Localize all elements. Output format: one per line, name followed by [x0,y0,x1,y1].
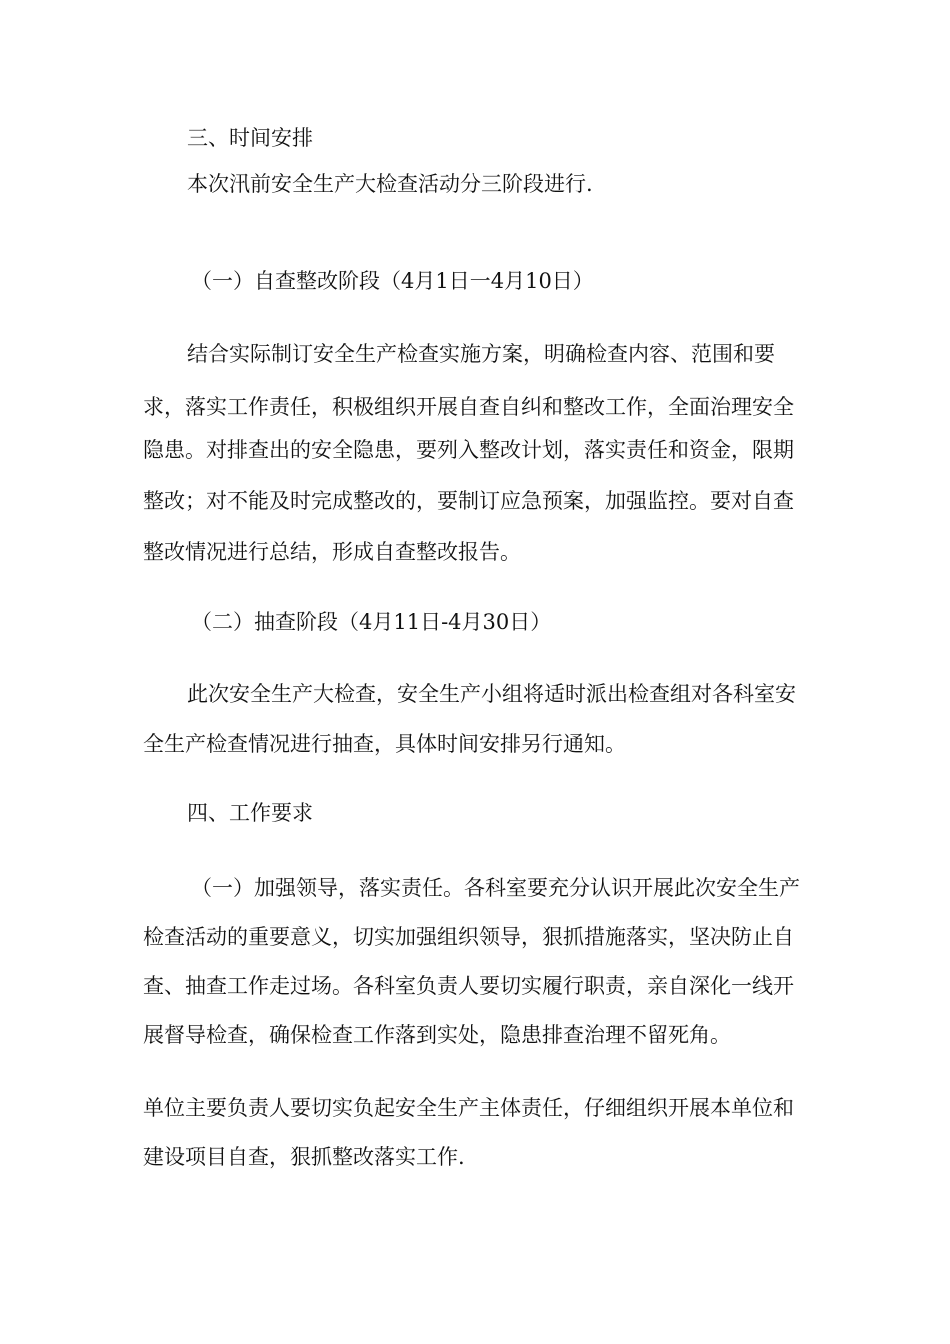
phase-1-line: 整改情况进行总结，形成自查整改报告。 [143,540,521,564]
section-heading-requirements: 四、工作要求 [187,801,313,825]
phase-2-title: （二）抽查阶段（4月11日-4月30日） [191,610,552,634]
phase-1-line: 整改；对不能及时完成整改的，要制订应急预案，加强监控。要对自查 [143,489,794,513]
phase-1-title: （一）自查整改阶段（4月1日一4月10日） [191,269,594,293]
closing-line: 单位主要负责人要切实负起安全生产主体责任，仔细组织开展本单位和 [143,1096,794,1120]
requirement-1-line: 展督导检查，确保检查工作落到实处，隐患排查治理不留死角。 [143,1023,731,1047]
phase-1-line: 求，落实工作责任，积极组织开展自查自纠和整改工作，全面治理安全 [143,395,794,419]
section-heading-schedule: 三、时间安排 [187,126,313,150]
phase-2-line: 此次安全生产大检查，安全生产小组将适时派出检查组对各科室安 [187,682,796,706]
requirement-1-line: （一）加强领导，落实责任。各科室要充分认识开展此次安全生产 [191,876,800,900]
closing-line: 建设项目自查，狠抓整改落实工作. [143,1145,465,1169]
phase-2-line: 全生产检查情况进行抽查，具体时间安排另行通知。 [143,732,626,756]
requirement-1-line: 查、抽查工作走过场。各科室负责人要切实履行职责，亲自深化一线开 [143,974,794,998]
schedule-intro: 本次汛前安全生产大检查活动分三阶段进行. [187,172,593,196]
phase-1-line: 隐患。对排查出的安全隐患，要列入整改计划，落实责任和资金，限期 [143,438,794,462]
requirement-1-line: 检查活动的重要意义，切实加强组织领导，狠抓措施落实，坚决防止自 [143,925,794,949]
phase-1-line: 结合实际制订安全生产检查实施方案，明确检查内容、范围和要 [187,342,775,366]
